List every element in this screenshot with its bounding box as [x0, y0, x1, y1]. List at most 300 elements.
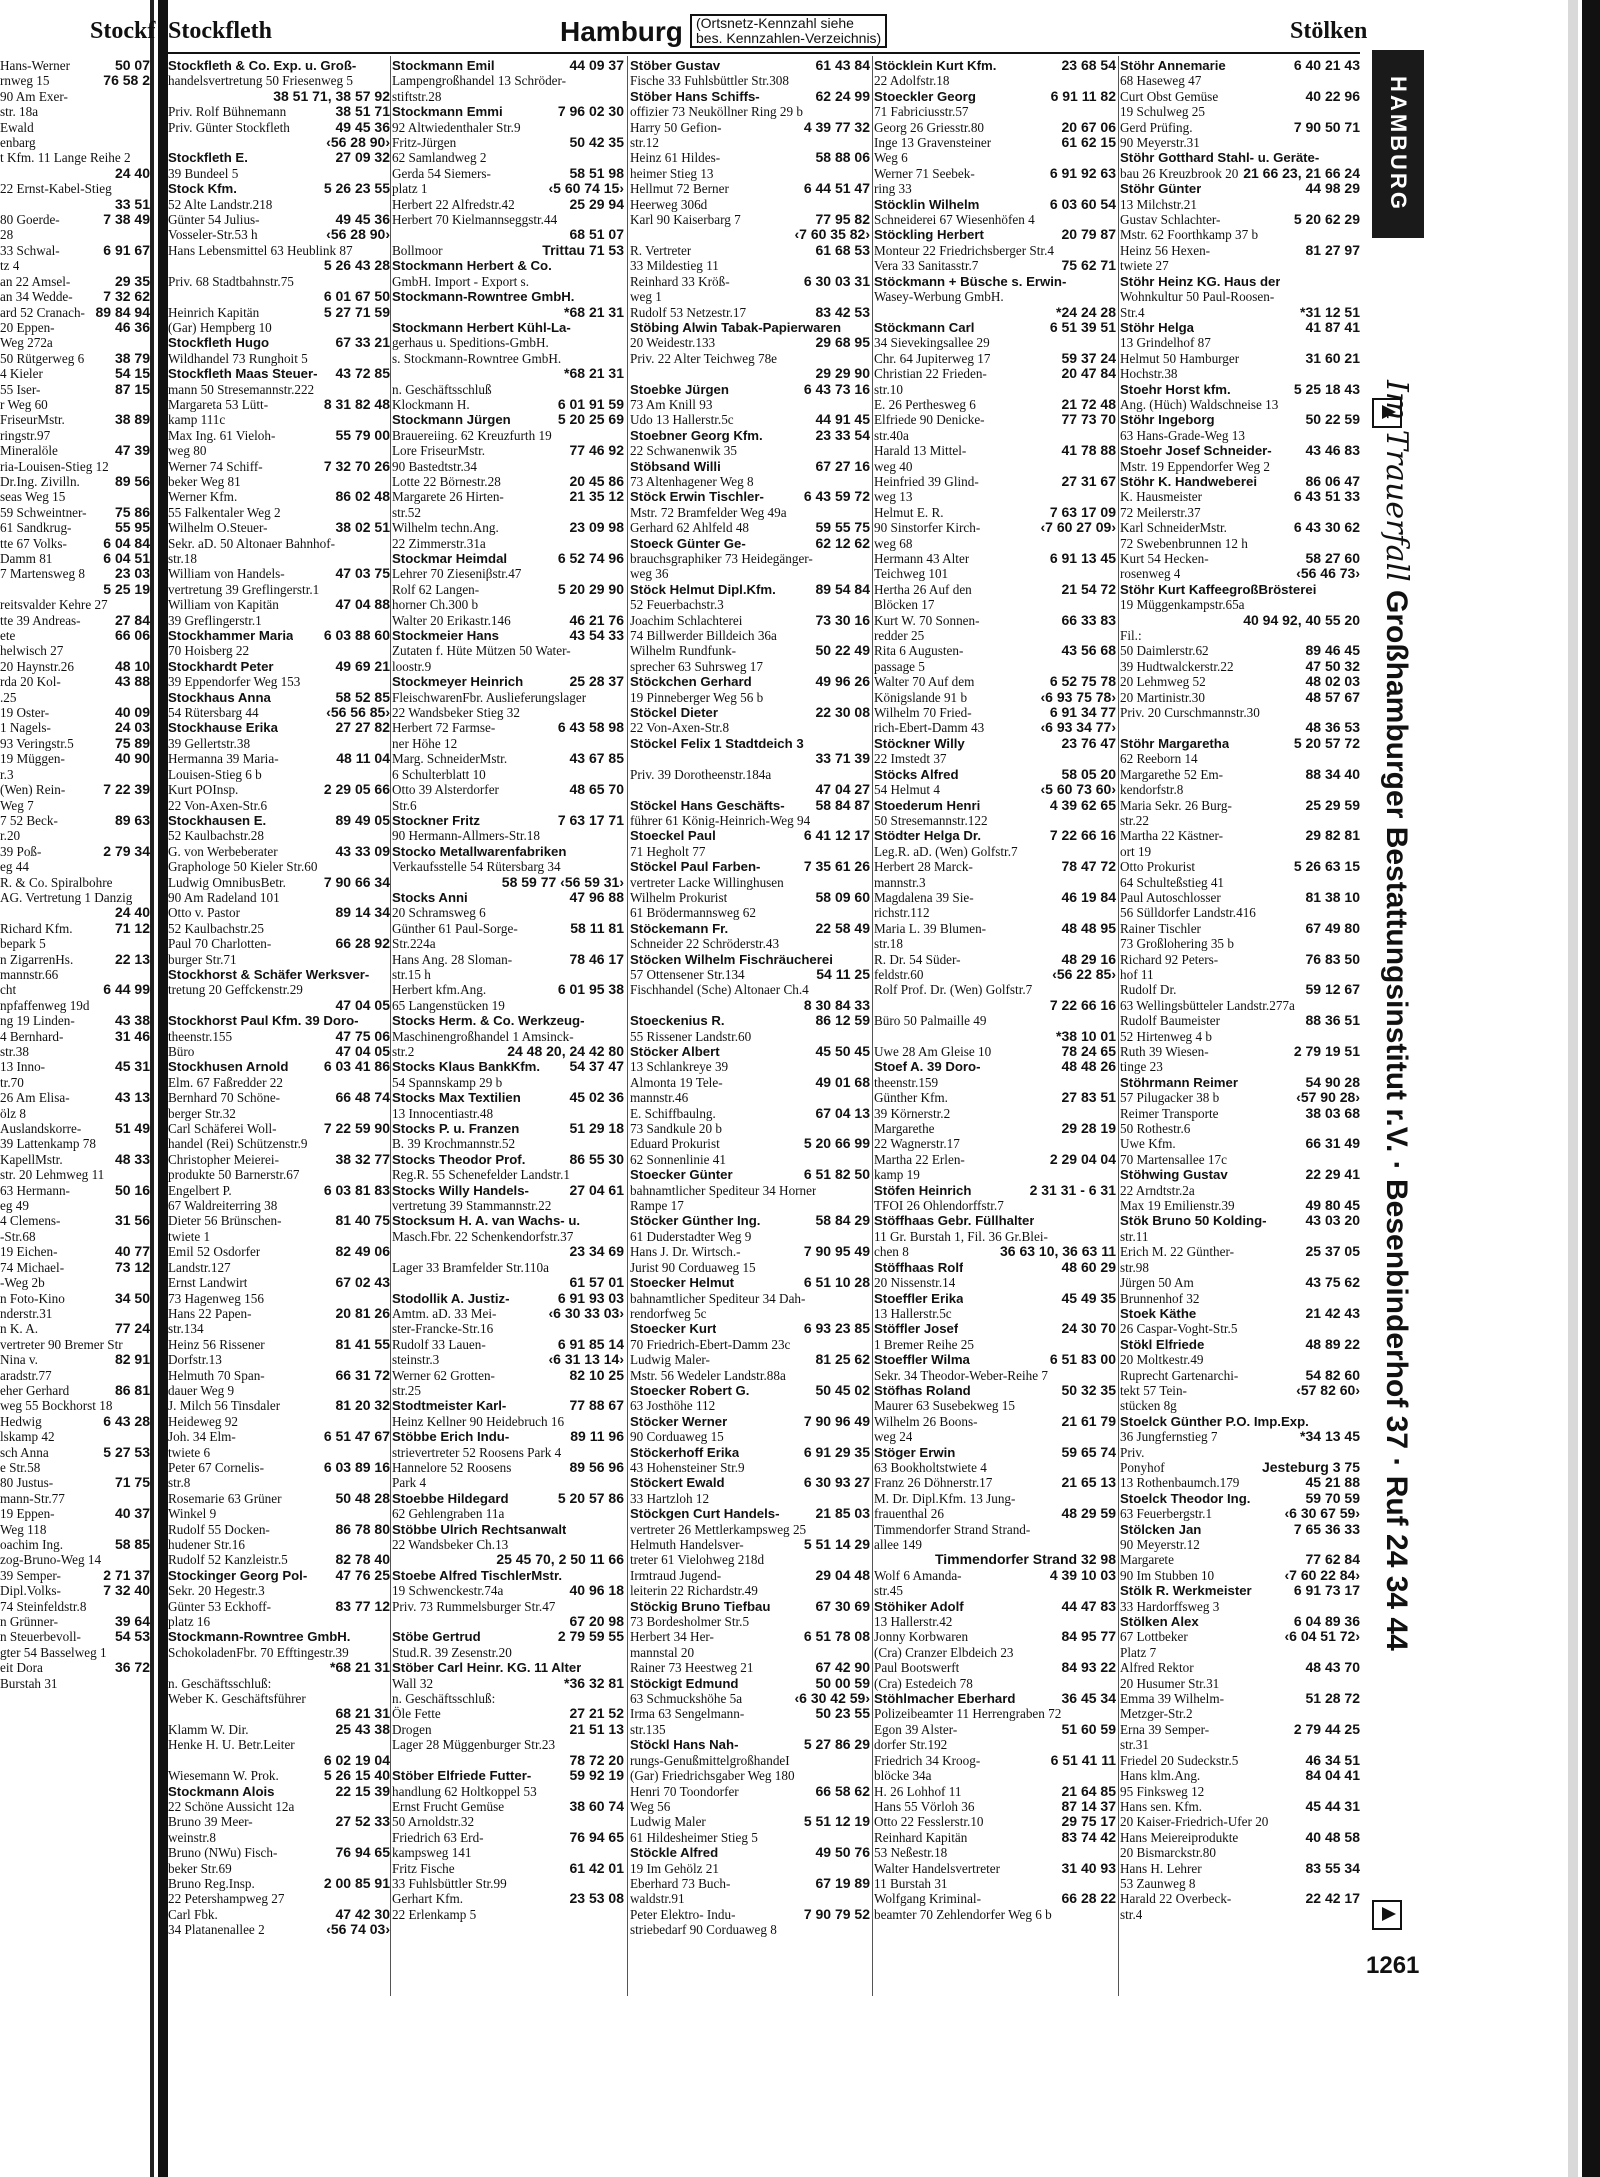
listing-entry [168, 289, 390, 304]
entry-text: Heinrich Kapitän [168, 304, 260, 320]
entry-phone-number: 62 12 62 [815, 534, 870, 551]
entry-phone-number: 4 39 62 65 [1049, 796, 1116, 813]
entry-text: Rosemarie 63 Grüner [168, 1490, 282, 1506]
entry-text: Ernst Landwirt [168, 1275, 248, 1291]
entry-text: Helmuth Handelsver- [630, 1537, 744, 1552]
listing-entry [630, 150, 870, 165]
entry-text: Klockmann H. [392, 396, 470, 412]
listing-entry [630, 1768, 870, 1783]
entry-text: 34 Platanenallee 2 [168, 1922, 265, 1938]
entry-text: 57 Pilugacker 38 b [1120, 1090, 1220, 1106]
listing-entry [392, 813, 624, 828]
listing-entry [630, 1614, 870, 1629]
entry-text: Stöckigt Edmund [630, 1675, 739, 1691]
entry-text: Stöckig Bruno Tiefbau [630, 1598, 771, 1614]
entry-text: kamp 111c [168, 412, 226, 428]
entry-phone-number: 6 44 99 [103, 981, 150, 998]
entry-phone-number: ‹57 90 28› [1296, 1089, 1360, 1106]
entry-phone-number [147, 181, 150, 196]
listing-entry [1120, 1491, 1360, 1506]
entry-phone-number: 6 04 89 36 [1293, 1613, 1360, 1630]
entry-text: ard 52 Cranach- [0, 304, 85, 320]
entry-phone-number: *38 10 01 [1056, 1027, 1116, 1044]
entry-phone-number: 40 09 [114, 704, 150, 721]
listing-entry [874, 1676, 1116, 1691]
entry-text: -Weg 2b [0, 1275, 45, 1291]
listing-entry [1120, 412, 1360, 427]
entry-text: 19 Schwenckestr.74a [392, 1583, 504, 1599]
listing-entry [630, 1784, 870, 1799]
entry-phone-number [867, 1198, 870, 1213]
entry-text: bahnamtlicher Spediteur 34 Horner [630, 1182, 817, 1198]
listing-entry [168, 1445, 390, 1460]
entry-phone-number: 50 42 35 [569, 134, 624, 151]
entry-text: Stocko Metallwarenfabriken [392, 843, 567, 859]
listing-entry [168, 197, 390, 212]
entry-phone-number: 67 33 21 [335, 334, 390, 351]
entry-text: weg 80 [168, 443, 207, 459]
entry-phone-number: ‹7 60 27 09› [1040, 519, 1116, 536]
entry-phone-number [1357, 73, 1360, 88]
entry-text: Sekr. 34 Theodor-Weber-Reihe 7 [874, 1367, 1048, 1383]
listing-entry [874, 1275, 1116, 1290]
entry-phone-number: 66 28 92 [335, 935, 390, 952]
listing-entry [168, 489, 390, 504]
listing-entry [630, 705, 870, 720]
entry-phone-number: 7 63 17 09 [1049, 503, 1116, 520]
listing-entry [392, 1136, 624, 1151]
entry-text: Elm. 67 Faßredder 22 [168, 1074, 283, 1090]
entry-text: Stoeckel Paul [630, 828, 716, 844]
entry-phone-number: ‹56 28 90› [326, 134, 390, 151]
entry-phone-number: 61 62 15 [1061, 134, 1116, 151]
entry-text: Heinz Kellner 90 Heidebruch 16 [392, 1413, 565, 1429]
entry-text: Hermanna 39 Maria- [168, 751, 279, 767]
entry-phone-number: 47 04 88 [335, 596, 390, 613]
listing-entry [874, 998, 1116, 1013]
entry-text: Hans 55 Vörloh 36 [874, 1798, 975, 1814]
entry-phone-number: 50 45 02 [815, 1381, 870, 1398]
listing-entry [168, 905, 390, 920]
entry-phone-number: 67 19 89 [815, 1874, 870, 1891]
entry-text: Klamm W. Dir. [168, 1721, 249, 1737]
listing-entry [874, 1183, 1116, 1198]
entry-text: strievertreter 52 Roosens Park 4 [392, 1444, 562, 1460]
listing-entry [392, 1368, 624, 1383]
entry-text: Stölk R. Werkmeister [1120, 1583, 1252, 1599]
entry-text: Stöhiker Adolf [874, 1598, 964, 1614]
listing-entry [1120, 1044, 1360, 1059]
listing-entry [630, 459, 870, 474]
entry-text: str. 18a [0, 104, 39, 120]
entry-phone-number: 44 91 45 [815, 411, 870, 428]
entry-text: FleischwarenFbr. Auslieferungslager [392, 689, 587, 705]
entry-text: Priv. 73 Rummelsburger Str.47 [392, 1598, 556, 1614]
entry-text: Stöckemann Fr. [630, 920, 729, 936]
entry-phone-number [1113, 73, 1116, 88]
listing-entry [392, 1059, 624, 1074]
listing-entry [630, 1583, 870, 1598]
entry-text: Stoeckenius R. [630, 1013, 725, 1029]
entry-text: Str.224a [392, 936, 436, 952]
listing-entry [874, 1306, 1116, 1321]
entry-phone-number: 29 29 90 [815, 365, 870, 382]
listing-entry [1120, 150, 1360, 165]
entry-phone-number: 34 50 [114, 1289, 150, 1306]
entry-text: Louisen-Stieg 6 b [168, 766, 262, 782]
listing-entry [168, 1213, 390, 1228]
listing-entry [1120, 181, 1360, 196]
entry-text: Stöhr Kurt KaffeegroßBrösterei [1120, 581, 1317, 597]
entry-phone-number: 7 32 62 [103, 288, 150, 305]
entry-text: 39 Bundeel 5 [168, 165, 239, 181]
listing-entry [1120, 397, 1360, 412]
entry-text: Stockmann Herbert & Co. [392, 258, 552, 274]
entry-text: theenstr.155 [168, 1028, 233, 1044]
entry-phone-number: 6 51 83 00 [1049, 1351, 1116, 1368]
listing-entry [630, 382, 870, 397]
entry-text: Reimer Transporte [1120, 1105, 1219, 1121]
entry-text: brauchsgraphiker 73 Heidegänger- [630, 551, 813, 566]
entry-text: 19 Eichen- [0, 1244, 58, 1260]
entry-phone-number: 86 78 80 [335, 1520, 390, 1537]
listing-entry [630, 443, 870, 458]
listing-entry [168, 767, 390, 782]
entry-text: Stöffhaas Gebr. Füllhalter [874, 1213, 1035, 1229]
entry-text: Gerda 54 Siemers- [392, 165, 491, 181]
entry-text: str.10 [874, 381, 903, 397]
entry-phone-number [1357, 1445, 1360, 1460]
entry-text: 13 Schlankreye 39 [630, 1059, 729, 1075]
entry-text: Stockhardt Peter [168, 658, 274, 674]
entry-phone-number [867, 1260, 870, 1275]
entry-phone-number [147, 767, 150, 782]
entry-text: 63 Feuerbergstr.1 [1120, 1506, 1213, 1522]
entry-text: r.3 [0, 766, 14, 782]
listing-entry [630, 536, 870, 551]
entry-text: Herbert 22 Alfredstr.42 [392, 196, 515, 212]
entry-phone-number: 81 38 10 [1305, 888, 1360, 905]
entry-text: Hans 22 Papen- [168, 1305, 252, 1321]
entry-phone-number: ‹6 30 42 59› [794, 1690, 870, 1707]
entry-text: 63 Wellingsbütteler Landstr.277a [1120, 997, 1295, 1013]
entry-phone-number [867, 1753, 870, 1768]
listing-entry [1120, 813, 1360, 828]
entry-text: Stöcker Günther Ing. [630, 1213, 761, 1229]
entry-text: Stoecker Helmut [630, 1275, 735, 1291]
entry-text: 50 Rütgerweg 6 [0, 350, 85, 366]
entry-phone-number: 22 42 17 [1305, 1890, 1360, 1907]
entry-phone-number: 38 03 68 [1305, 1104, 1360, 1121]
entry-phone-number: 86 81 [114, 1381, 150, 1398]
entry-text: handlung 62 Holtkoppel 53 [392, 1783, 537, 1799]
entry-text: Stöckmann Carl [874, 319, 975, 335]
entry-text: Auslandskorre- [0, 1121, 82, 1137]
listing-entry [168, 844, 390, 859]
entry-phone-number: 6 01 91 59 [557, 395, 624, 412]
entry-phone-number [1357, 1706, 1360, 1721]
listing-entry [168, 1891, 390, 1906]
entry-text: Stöhr Heinz KG. Haus der [1120, 273, 1281, 289]
entry-phone-number [1357, 1676, 1360, 1691]
entry-text: Stockmeier Hans [392, 628, 500, 644]
entry-text: Stöffhaas Rolf [874, 1259, 964, 1275]
entry-text: Herbert 72 Farmse- [392, 720, 496, 736]
entry-text: handelsvertretung 50 Friesenweg 5 [168, 73, 353, 89]
entry-text: Richard Kfm. [0, 920, 73, 936]
entry-phone-number: 73 30 16 [815, 611, 870, 628]
entry-phone-number: 59 37 24 [1061, 349, 1116, 366]
entry-phone-number: 7 32 70 26 [323, 457, 390, 474]
entry-text: Kurt POInsp. [168, 782, 239, 798]
entry-phone-number [147, 1275, 150, 1290]
listing-entry [392, 1799, 624, 1814]
entry-text: tretung 20 Geffckenstr.29 [168, 982, 303, 998]
entry-text: 73 Hagenweg 156 [168, 1290, 264, 1306]
listing-entry [392, 1568, 624, 1583]
entry-text: seas Weg 15 [0, 489, 66, 505]
entry-phone-number [621, 690, 624, 705]
entry-text: Ruth 39 Wiesen- [1120, 1044, 1209, 1059]
entry-text: Heinz 56 Hexen- [1120, 242, 1211, 258]
entry-text: 55 Falkentaler Weg 2 [168, 504, 281, 520]
listing-entry [874, 1445, 1116, 1460]
listing-entry [0, 551, 150, 566]
entry-phone-number: 50 22 49 [815, 642, 870, 659]
entry-text: Georg 26 Griesstr.80 [874, 119, 985, 135]
entry-phone-number [867, 1368, 870, 1383]
listing-entry [0, 1136, 150, 1151]
listing-entry [1120, 1368, 1360, 1383]
entry-text: Heinz 56 Rissener [168, 1336, 265, 1352]
listing-entry [1120, 1737, 1360, 1752]
entry-phone-number: ‹6 30 67 59› [1284, 1505, 1360, 1522]
entry-phone-number [147, 104, 150, 119]
entry-phone-number [867, 1552, 870, 1567]
listing-entry [630, 1198, 870, 1213]
listing-entry [392, 905, 624, 920]
entry-text: Paul Bootswerft [874, 1660, 960, 1676]
listing-entry [168, 1244, 390, 1259]
listing-entry [1120, 505, 1360, 520]
listing-entry [874, 89, 1116, 104]
entry-phone-number: 50 16 [114, 1181, 150, 1198]
entry-text: Peter Elektro- Indu- [630, 1906, 736, 1922]
entry-text: Stockhause Erika [168, 720, 278, 736]
entry-text: ete [0, 628, 16, 644]
entry-text: Paul Autoschlosser [1120, 889, 1221, 905]
listing-entry [630, 813, 870, 828]
listing-entry [0, 1383, 150, 1398]
entry-phone-number [621, 643, 624, 658]
entry-text: 6 Schulterblatt 10 [392, 766, 486, 782]
entry-phone-number [1357, 366, 1360, 381]
entry-phone-number: *68 21 31 [564, 365, 624, 382]
entry-phone-number: 6 91 67 [103, 241, 150, 258]
listing-entry [0, 613, 150, 628]
entry-phone-number: 77 62 84 [1305, 1551, 1360, 1568]
listing-entry [168, 1013, 390, 1028]
entry-phone-number [1113, 1275, 1116, 1290]
entry-text: Wilhelm O.Steuer- [168, 520, 268, 536]
entry-text: 54 Spannskamp 29 b [392, 1074, 503, 1090]
listing-entry [630, 1306, 870, 1321]
listing-entry [874, 227, 1116, 242]
entry-phone-number [1113, 1522, 1116, 1537]
entry-phone-number: 6 91 13 45 [1049, 550, 1116, 566]
entry-text: Ruprecht Gartenarchi- [1120, 1367, 1239, 1383]
listing-entry [392, 197, 624, 212]
entry-phone-number: 71 12 [114, 919, 150, 936]
entry-phone-number [621, 73, 624, 88]
entry-text: Hellmut 72 Berner [630, 181, 729, 197]
listing-entry [630, 120, 870, 135]
entry-text: 20 Nissenstr.14 [874, 1275, 956, 1291]
listing-entry [1120, 1629, 1360, 1644]
entry-phone-number: 2 00 85 91 [323, 1874, 390, 1891]
listing-entry [874, 320, 1116, 335]
entry-phone-number [147, 890, 150, 905]
entry-phone-number [147, 828, 150, 843]
entry-phone-number [867, 1229, 870, 1244]
entry-phone-number: 5 27 86 29 [803, 1736, 870, 1753]
entry-text: str.18 [168, 551, 197, 566]
entry-text: E. Schiffbaulng. [630, 1105, 716, 1121]
entry-text: 50 Arnoldstr.32 [392, 1814, 475, 1830]
listing-entry [0, 566, 150, 581]
entry-text: 22 Wagnerstr.17 [874, 1136, 960, 1152]
listing-entry [392, 1352, 624, 1367]
entry-text: Stockmar Heimdal [392, 551, 508, 566]
entry-phone-number: 8 31 82 48 [323, 395, 390, 412]
entry-phone-number [1113, 181, 1116, 196]
listing-entry [1120, 1352, 1360, 1367]
entry-text: Stöhrmann Reimer [1120, 1074, 1238, 1090]
entry-text: 19 Müggen- [0, 751, 65, 767]
listing-entry [168, 181, 390, 196]
listing-entry [168, 1583, 390, 1598]
entry-phone-number: 7 90 95 49 [803, 1243, 870, 1260]
entry-text: Margarete [1120, 1552, 1174, 1568]
listing-entry [392, 305, 624, 320]
entry-phone-number: ‹7 60 22 84› [1284, 1566, 1360, 1583]
entry-phone-number [147, 1136, 150, 1151]
entry-text: Stoelck Theodor Ing. [1120, 1490, 1251, 1506]
listing-entry [1120, 952, 1360, 967]
listing-entry [1120, 212, 1360, 227]
entry-text: loostr.9 [392, 658, 432, 674]
entry-text: 22 Ernst-Kabel-Stieg [0, 181, 112, 197]
listing-entry [1120, 1321, 1360, 1336]
listing-entry [168, 1568, 390, 1583]
listing-entry [1120, 936, 1360, 951]
entry-text: 52 Kaulbachstr.25 [168, 920, 264, 936]
entry-text: Schneiderei 67 Wiesenhöfen 4 [874, 212, 1035, 228]
last-entry-running-head: Stölken [1290, 18, 1368, 44]
entry-phone-number [867, 197, 870, 212]
listing-entry [874, 1568, 1116, 1583]
entry-phone-number: 59 92 19 [569, 1767, 624, 1784]
entry-text: Dorfstr.13 [168, 1352, 222, 1368]
entry-phone-number: 6 44 51 47 [803, 180, 870, 197]
entry-phone-number: 6 91 11 82 [1050, 87, 1116, 104]
entry-phone-number: 55 79 00 [335, 426, 390, 443]
listing-column-3 [630, 58, 870, 1938]
entry-text: mann 50 Stresemannstr.222 [168, 381, 315, 397]
listing-entry [874, 1059, 1116, 1074]
listing-entry [0, 274, 150, 289]
listing-entry [630, 798, 870, 813]
entry-phone-number: ‹7 60 35 82› [794, 226, 870, 243]
entry-phone-number: ‹56 74 03› [326, 1921, 390, 1938]
entry-phone-number: 48 89 22 [1305, 1335, 1360, 1352]
listing-entry [874, 1583, 1116, 1598]
listing-entry [168, 751, 390, 766]
entry-phone-number [621, 967, 624, 982]
entry-phone-number [621, 936, 624, 951]
listing-entry [874, 1383, 1116, 1398]
entry-phone-number: Jesteburg 3 75 [1261, 1458, 1360, 1475]
listing-entry [0, 320, 150, 335]
entry-phone-number: 47 04 27 [815, 781, 870, 798]
entry-phone-number: 66 31 49 [1305, 1135, 1360, 1152]
entry-text: R. Vertreter [630, 242, 692, 258]
entry-phone-number: 20 81 26 [335, 1304, 390, 1321]
listing-entry [1120, 1414, 1360, 1429]
listing-entry [392, 135, 624, 150]
listing-entry [0, 1445, 150, 1460]
listing-entry [168, 1383, 390, 1398]
listing-entry [874, 1244, 1116, 1259]
entry-text: Lager 28 Müggenburger Str.23 [392, 1737, 556, 1753]
entry-phone-number: 29 28 19 [1061, 1120, 1116, 1137]
listing-entry [168, 536, 390, 551]
entry-text: Masch.Fbr. 22 Schenkendorfstr.37 [392, 1228, 574, 1244]
entry-text: str.134 [168, 1321, 204, 1337]
listing-entry [392, 1090, 624, 1105]
entry-phone-number: 7 32 40 [103, 1582, 150, 1599]
entry-phone-number [1357, 1352, 1360, 1367]
listing-entry [392, 1861, 624, 1876]
entry-phone-number [621, 844, 624, 859]
entry-phone-number: 43 67 85 [569, 750, 624, 767]
entry-text: twiete 6 [168, 1444, 211, 1460]
entry-text: Gerhart Kfm. [392, 1891, 464, 1907]
entry-phone-number: 7 22 39 [103, 781, 150, 798]
entry-phone-number: 6 01 67 50 [323, 288, 390, 305]
entry-phone-number: 78 24 65 [1061, 1043, 1116, 1059]
entry-text: Karl SchneiderMstr. [1120, 520, 1227, 536]
entry-text: Stöck Helmut Dipl.Kfm. [630, 581, 776, 597]
entry-phone-number: 45 50 45 [815, 1043, 870, 1059]
entry-phone-number: 38 60 74 [569, 1797, 624, 1814]
listing-entry [1120, 1506, 1360, 1521]
entry-text: nderstr.31 [0, 1305, 53, 1321]
listing-entry [0, 459, 150, 474]
entry-phone-number: 81 41 55 [335, 1335, 390, 1352]
entry-phone-number: 6 04 84 [103, 534, 150, 551]
entry-text: 22 Erlenkamp 5 [392, 1906, 477, 1922]
entry-text: tte 67 Volks- [0, 535, 67, 551]
listing-entry [874, 1337, 1116, 1352]
listing-entry [630, 690, 870, 705]
entry-text: Stoehr Horst kfm. [1120, 381, 1231, 397]
entry-text: offizier 73 Neuköllner Ring 29 b [630, 104, 803, 120]
listing-entry [0, 366, 150, 381]
entry-text: Wilhelm 26 Boons- [874, 1413, 978, 1429]
listing-entry [168, 227, 390, 242]
entry-text: Stöck Erwin Tischler- [630, 489, 764, 505]
